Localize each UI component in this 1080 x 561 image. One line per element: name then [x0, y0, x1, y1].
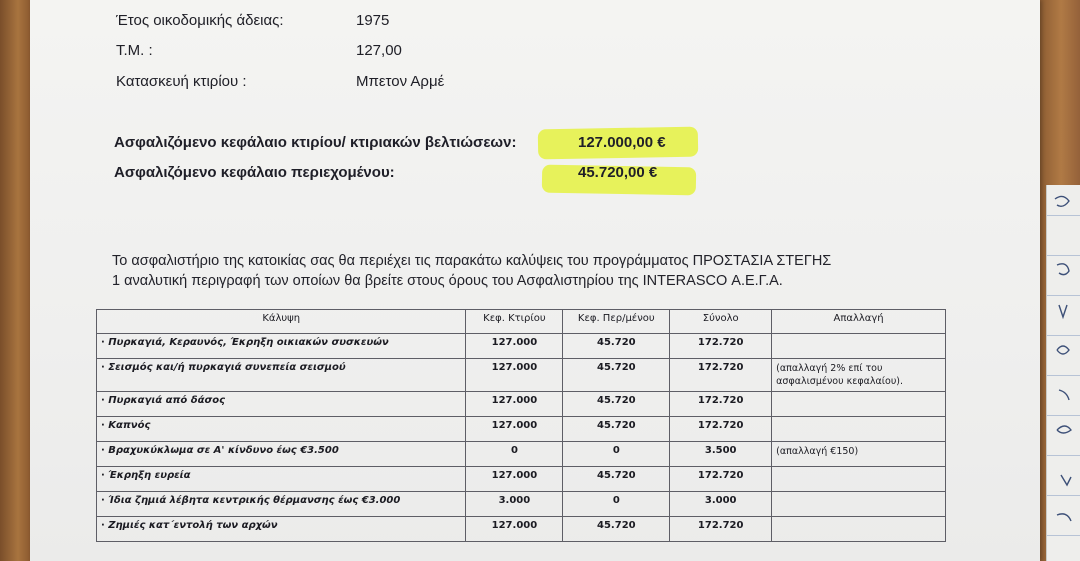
area-value: 127,00: [356, 42, 402, 59]
total-cell: 172.720: [670, 392, 772, 417]
bullet-dot: ·: [101, 470, 109, 481]
table-row: [97, 517, 946, 542]
deductible-cell: [772, 417, 946, 442]
deductible-cell: [772, 492, 946, 517]
intro-line-1: Το ασφαλιστήριο της κατοικίας σας θα περιέχει τις παρακάτω καλύψεις του προγράμματος ΠΡΟΣΤΑΣΙΑ ΣΤΕΓΗΣ: [112, 253, 832, 269]
table-row: [97, 442, 946, 467]
header-total: Σύνολο: [670, 310, 772, 334]
coverage-cell: [97, 359, 466, 392]
table-row: [97, 467, 946, 492]
contents-capital-cell: 0: [563, 442, 670, 467]
total-cell: 3.500: [670, 442, 772, 467]
contents-capital-cell: 45.720: [563, 392, 670, 417]
header-coverage: Κάλυψη: [97, 310, 466, 334]
table-header-row: [97, 310, 946, 334]
coverage-cell: [97, 334, 466, 359]
bullet-dot: ·: [101, 337, 109, 348]
coverage-text: Πυρκαγιά από δάσος: [108, 395, 226, 406]
bullet-dot: ·: [101, 520, 109, 531]
total-cell: 172.720: [670, 359, 772, 392]
deductible-cell: (απαλλαγή €150): [772, 442, 946, 467]
coverage-text: Έκρηξη ευρεία: [108, 470, 191, 481]
building-capital-cell: 3.000: [466, 492, 563, 517]
coverage-cell: [97, 517, 466, 542]
coverage-table-body: [97, 334, 946, 542]
side-notebook-page: [1046, 185, 1080, 561]
contents-capital-cell: 45.720: [563, 334, 670, 359]
deductible-cell: [772, 392, 946, 417]
contents-capital-cell: 45.720: [563, 359, 670, 392]
permit-year-value: 1975: [356, 12, 390, 29]
bullet-dot: ·: [101, 395, 109, 406]
coverage-text: Ζημιές κατ΄εντολή των αρχών: [108, 520, 278, 531]
coverage-table: [96, 309, 946, 542]
coverage-text: Ίδια ζημιά λέβητα κεντρικής θέρμανσης έως €3.000: [108, 495, 401, 506]
building-capital-cell: 127.000: [466, 392, 563, 417]
header-contents-capital: Κεφ. Περ/μένου: [563, 310, 670, 334]
total-cell: 172.720: [670, 467, 772, 492]
coverage-text: Σεισμός και/ή πυρκαγιά συνεπεία σεισμού: [108, 362, 346, 373]
area-label: Τ.Μ. :: [116, 42, 153, 59]
contents-capital-cell: 45.720: [563, 467, 670, 492]
deductible-cell: [772, 517, 946, 542]
deductible-cell: [772, 467, 946, 492]
table-row: [97, 359, 946, 392]
building-capital-cell: 127.000: [466, 334, 563, 359]
construction-value: Μπετον Αρμέ: [356, 73, 445, 90]
contents-capital-label: Ασφαλιζόμενο κεφάλαιο περιεχομένου:: [114, 164, 395, 181]
contents-capital-cell: 0: [563, 492, 670, 517]
coverage-text: Πυρκαγιά, Κεραυνός, Έκρηξη οικιακών συσκευών: [108, 337, 389, 348]
table-row: [97, 392, 946, 417]
coverage-cell: [97, 392, 466, 417]
total-cell: 172.720: [670, 417, 772, 442]
bullet-dot: ·: [101, 445, 109, 456]
header-building-capital: Κεφ. Κτιρίου: [466, 310, 563, 334]
coverage-cell: [97, 492, 466, 517]
bullet-dot: ·: [101, 362, 109, 373]
coverage-cell: [97, 417, 466, 442]
contents-capital-cell: 45.720: [563, 417, 670, 442]
contents-capital-cell: 45.720: [563, 517, 670, 542]
building-capital-cell: 127.000: [466, 417, 563, 442]
table-row: [97, 492, 946, 517]
header-deductible: Απαλλαγή: [772, 310, 946, 334]
deductible-cell: [772, 334, 946, 359]
building-capital-label: Ασφαλιζόμενο κεφάλαιο κτιρίου/ κτιριακών βελτιώσεων:: [114, 134, 517, 151]
construction-label: Κατασκευή κτιρίου :: [116, 73, 247, 90]
building-capital-cell: 127.000: [466, 359, 563, 392]
total-cell: 3.000: [670, 492, 772, 517]
permit-year-label: Έτος οικοδομικής άδειας:: [116, 12, 284, 29]
handwriting-scribble: [1047, 185, 1080, 561]
table-row: [97, 334, 946, 359]
bullet-dot: ·: [101, 495, 109, 506]
building-capital-value: 127.000,00 €: [578, 134, 666, 151]
bullet-dot: ·: [101, 420, 109, 431]
total-cell: 172.720: [670, 334, 772, 359]
deductible-cell: (απαλλαγή 2% επί του ασφαλισμένου κεφαλαίου).: [772, 359, 946, 392]
document-sheet: [30, 0, 1040, 561]
wood-background-left: [0, 0, 30, 561]
contents-capital-value: 45.720,00 €: [578, 164, 658, 181]
building-capital-cell: 0: [466, 442, 563, 467]
table-row: [97, 417, 946, 442]
coverage-text: Βραχυκύκλωμα σε Α' κίνδυνο έως €3.500: [108, 445, 339, 456]
intro-line-2: 1 αναλυτική περιγραφή των οποίων θα βρείτε στους όρους του Ασφαλιστηρίου της INTERASCO Α.Ε.Γ.Α.: [112, 273, 783, 289]
coverage-text: Καπνός: [108, 420, 151, 431]
total-cell: 172.720: [670, 517, 772, 542]
coverage-cell: [97, 467, 466, 492]
coverage-cell: [97, 442, 466, 467]
building-capital-cell: 127.000: [466, 517, 563, 542]
building-capital-cell: 127.000: [466, 467, 563, 492]
